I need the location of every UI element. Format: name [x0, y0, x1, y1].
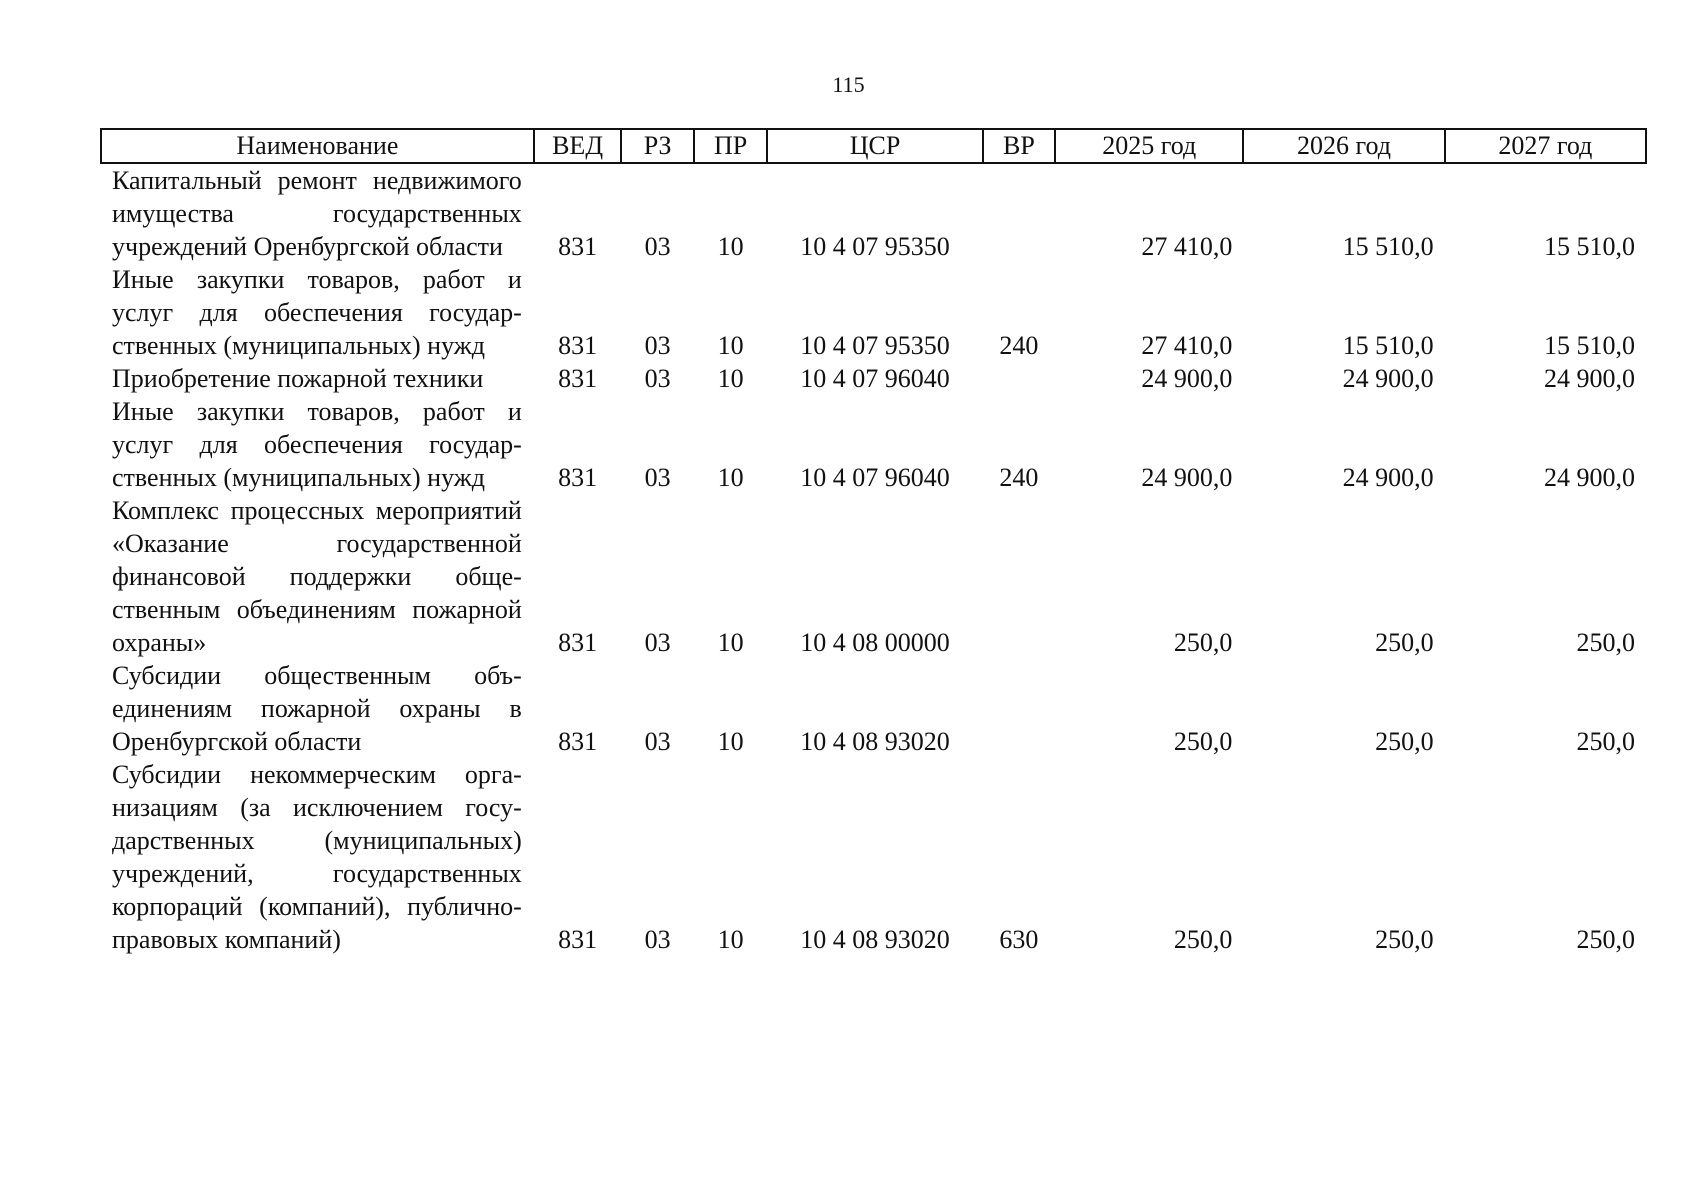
- table-row: [101, 758, 1646, 956]
- row-vr: [983, 163, 1055, 263]
- row-csr: 10 4 07 95350: [800, 232, 950, 261]
- header-vr: ВР: [983, 129, 1055, 163]
- row-2027: 15 510,0: [1544, 331, 1635, 360]
- row-name: Субсидии некоммерческим организациям (за исключением государственных (муниципальных) учреждений, государственных корпораций (компаний), публично-правовых компаний): [112, 760, 522, 954]
- row-name: Приобретение пожарной техники: [112, 364, 484, 393]
- header-2026: 2026 год: [1243, 129, 1444, 163]
- row-2027: 250,0: [1576, 727, 1635, 756]
- row-vr: [983, 362, 1055, 395]
- row-name: Капитальный ремонт недвижимого имущества государственных учреждений Оренбургской области: [112, 166, 522, 261]
- row-2027: 24 900,0: [1544, 364, 1635, 393]
- row-csr: 10 4 08 93020: [800, 925, 950, 954]
- header-csr: ЦСР: [767, 129, 982, 163]
- row-2027: 250,0: [1576, 925, 1635, 954]
- budget-table: [100, 128, 1647, 956]
- table-row: [101, 659, 1646, 758]
- table-row: [101, 263, 1646, 362]
- table-row: [101, 494, 1646, 659]
- row-vr: 240: [999, 331, 1039, 360]
- row-pr: 10: [717, 925, 744, 954]
- header-name: Наименование: [101, 129, 534, 163]
- table-row: [101, 395, 1646, 494]
- row-csr: 10 4 08 00000: [800, 628, 950, 657]
- row-csr: 10 4 07 96040: [800, 463, 950, 492]
- row-ved: 831: [558, 232, 598, 261]
- header-ved: ВЕД: [534, 129, 622, 163]
- row-pr: 10: [717, 628, 744, 657]
- row-rz: 03: [644, 628, 671, 657]
- row-rz: 03: [644, 331, 671, 360]
- table-row: [101, 362, 1646, 395]
- row-ved: 831: [558, 925, 598, 954]
- row-vr: [983, 494, 1055, 659]
- row-vr: [983, 659, 1055, 758]
- row-2026: 24 900,0: [1342, 463, 1434, 492]
- row-rz: 03: [644, 925, 671, 954]
- row-name: Иные закупки товаров, работ и услуг для обеспечения государственных (муниципальных) нужд: [112, 397, 522, 492]
- row-pr: 10: [717, 232, 744, 261]
- row-vr: 630: [999, 925, 1039, 954]
- row-2027: 15 510,0: [1544, 232, 1635, 261]
- table-row: [101, 163, 1646, 263]
- row-2026: 15 510,0: [1342, 232, 1434, 261]
- header-2025: 2025 год: [1055, 129, 1243, 163]
- row-2025: 27 410,0: [1141, 331, 1233, 360]
- row-2026: 15 510,0: [1342, 331, 1434, 360]
- row-2026: 24 900,0: [1342, 364, 1434, 393]
- row-ved: 831: [558, 331, 598, 360]
- table-header-row: [101, 129, 1646, 163]
- row-pr: 10: [717, 727, 744, 756]
- row-csr: 10 4 07 95350: [800, 331, 950, 360]
- header-2027: 2027 год: [1445, 129, 1646, 163]
- row-rz: 03: [644, 232, 671, 261]
- page-number: 115: [832, 72, 865, 97]
- row-ved: 831: [558, 463, 598, 492]
- row-pr: 10: [717, 364, 744, 393]
- row-pr: 10: [717, 463, 744, 492]
- row-2027: 24 900,0: [1544, 463, 1635, 492]
- row-2025: 24 900,0: [1141, 364, 1233, 393]
- row-2025: 250,0: [1173, 628, 1233, 657]
- row-name: Иные закупки товаров, работ и услуг для обеспечения государственных (муниципальных) нужд: [112, 265, 522, 360]
- row-name: Комплекс процессных мероприятий «Оказание государственной финансовой поддержки общественным объединениям пожарной охраны»: [112, 496, 522, 657]
- row-csr: 10 4 07 96040: [800, 364, 950, 393]
- row-2025: 24 900,0: [1141, 463, 1233, 492]
- row-2027: 250,0: [1576, 628, 1635, 657]
- header-rz: РЗ: [621, 129, 693, 163]
- row-ved: 831: [558, 364, 598, 393]
- header-pr: ПР: [694, 129, 767, 163]
- row-rz: 03: [644, 463, 671, 492]
- row-name: Субсидии общественным объединениям пожарной охраны в Оренбургской области: [112, 661, 522, 756]
- row-2026: 250,0: [1375, 628, 1434, 657]
- row-2026: 250,0: [1375, 727, 1434, 756]
- row-vr: 240: [999, 463, 1039, 492]
- row-ved: 831: [558, 727, 598, 756]
- row-2025: 250,0: [1173, 925, 1233, 954]
- row-ved: 831: [558, 628, 598, 657]
- row-csr: 10 4 08 93020: [800, 727, 950, 756]
- row-rz: 03: [644, 727, 671, 756]
- row-rz: 03: [644, 364, 671, 393]
- row-pr: 10: [717, 331, 744, 360]
- row-2025: 27 410,0: [1141, 232, 1233, 261]
- row-2026: 250,0: [1375, 925, 1434, 954]
- row-2025: 250,0: [1173, 727, 1233, 756]
